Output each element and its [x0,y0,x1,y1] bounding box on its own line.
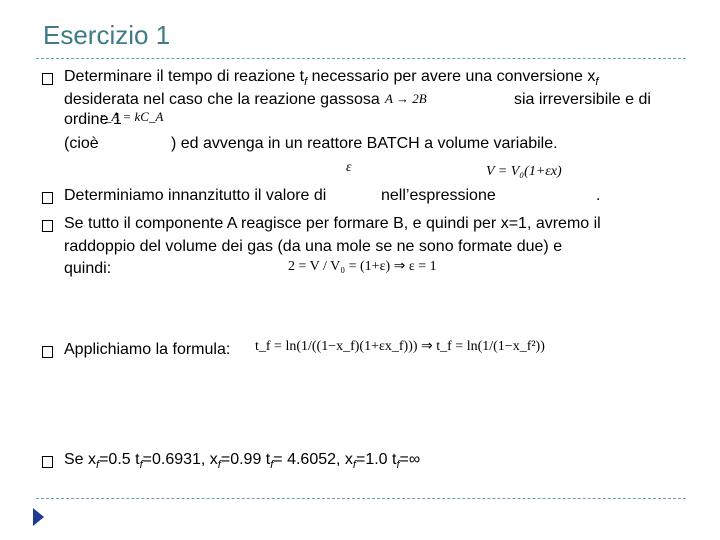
item-2-text-a: Determiniamo innanzitutto il valore di [64,187,327,204]
item-1-line-3: ordine 1 [64,111,122,128]
bullet-square-icon [42,192,53,204]
reaction-equation: A → 2B [385,91,427,106]
epsilon-symbol: ε [346,160,352,175]
item-1-line-4b: ) ed avvenga in un reattore BATCH a volume variabile. [171,135,558,152]
item-3-line-1: Se tutto il componente A reagisce per formare B, e quindi per x=1, avremo il [64,215,601,232]
epsilon-derivation: 2 = V / V₀ = (1+ε) ⇒ ε = 1 [288,259,437,274]
bullet-square-icon [42,220,53,232]
item-5-results: Se $x_f=0.5$ $t_f=0.6931$, $x_f=0.99$ $t_f= 4.6052$, $x_f=1.0$ $t_f=\infty$ [64,451,421,472]
rate-equation: r_A = kC_A [100,109,164,124]
item-1-line-2a: desiderata nel caso che la reazione gassosa [64,91,380,108]
bullet-square-icon [42,456,53,468]
item-3-line-3: quindi: [64,260,112,277]
item-2-text-c: . [596,187,601,204]
play-triangle-icon[interactable] [33,508,44,526]
volume-equation: V = V₀(1+εx) [486,164,562,179]
item-2-text-b: nell’espressione [381,187,496,204]
bullet-square-icon [42,73,53,85]
item-3-line-2: raddoppio del volume dei gas (da una mole se ne sono formate due) e [64,238,563,255]
tf-formula: t_f = ln(1/((1−x_f)(1+εx_f))) ⇒ t_f = ln(1/(1−x_f²)) [255,339,545,354]
slide-title: Esercizio 1 [43,20,171,50]
item-1-line-4a: (cioè [64,135,99,152]
bottom-divider [36,498,686,499]
item-1-line-1: Determinare il tempo di reazione $t_f$ necessario per avere una conversione $x_f$ [64,68,599,89]
item-1-line-2b: sia irreversibile e di [514,91,651,108]
bullet-square-icon [42,346,53,358]
item-4-text: Applichiamo la formula: [64,341,231,358]
top-divider [36,58,686,59]
